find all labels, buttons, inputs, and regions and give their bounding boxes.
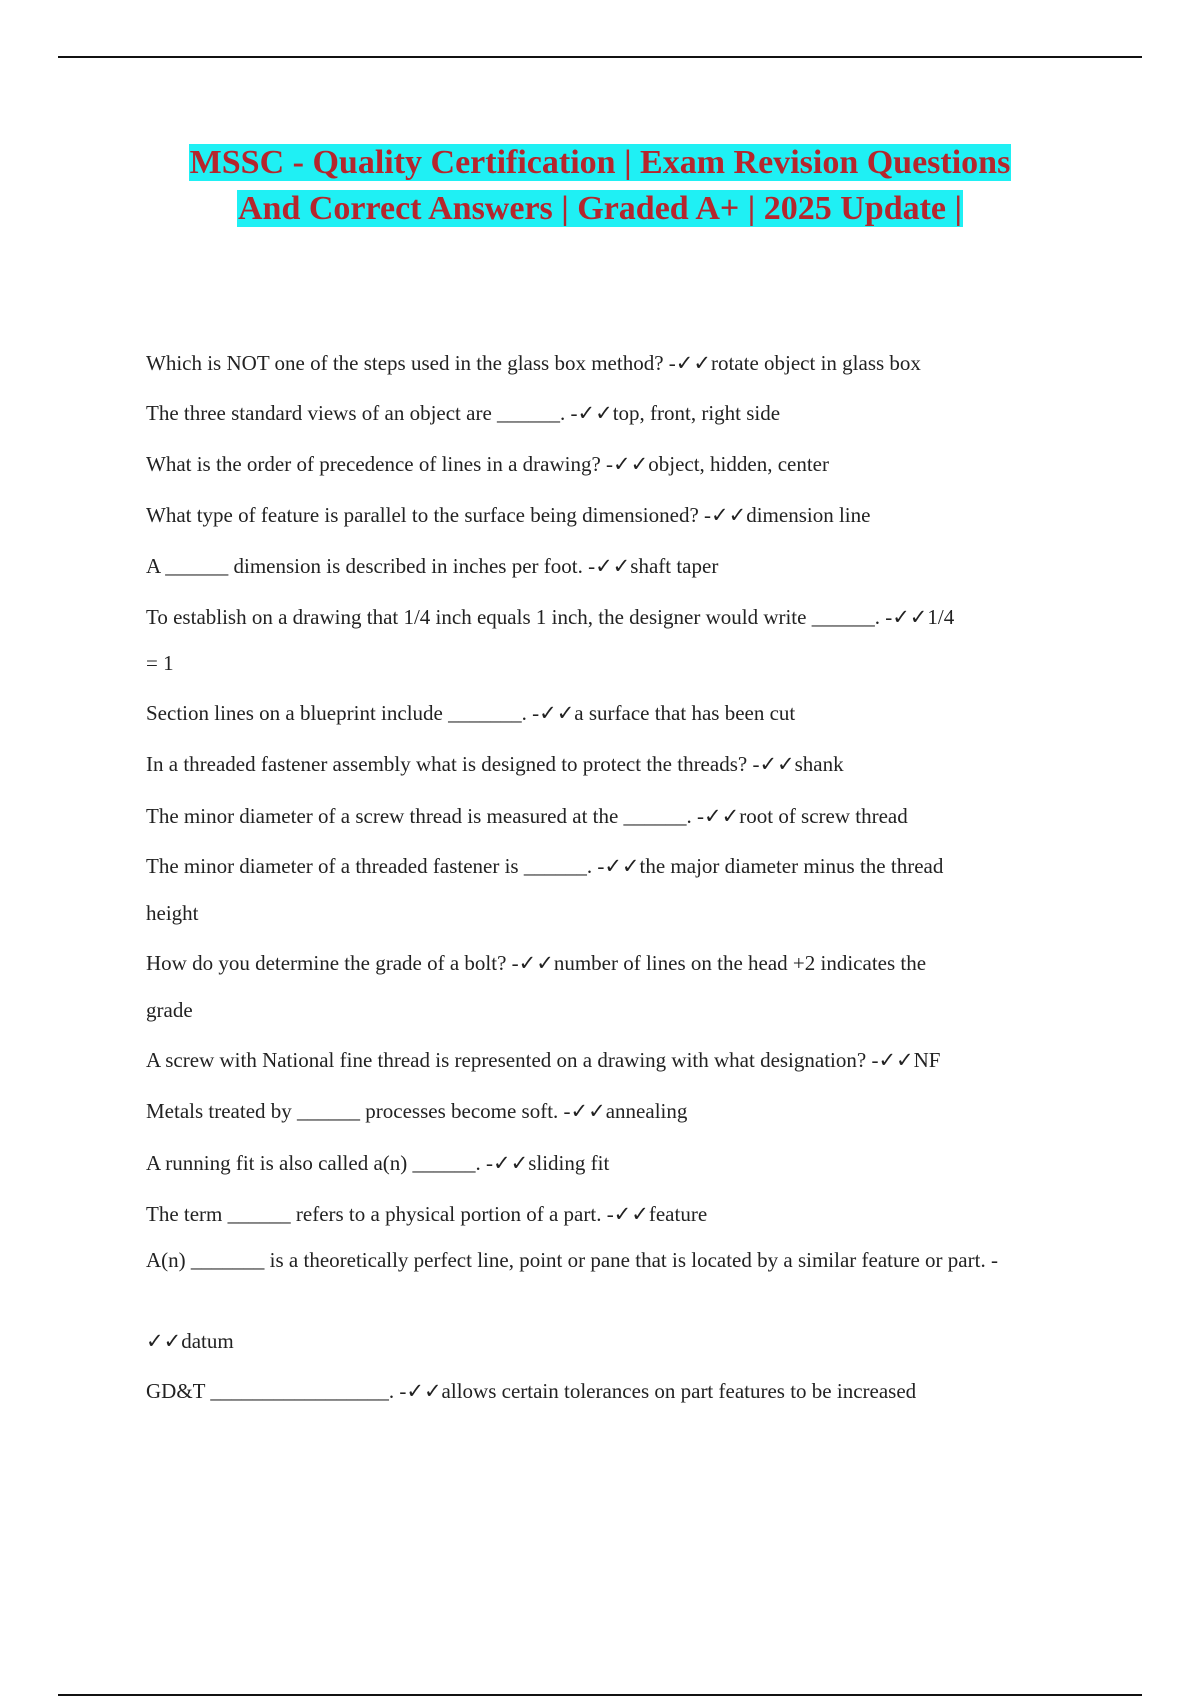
qa-item-6: To establish on a drawing that 1/4 inch equals 1 inch, the designer would write ______. -✓✓1/4 — [146, 605, 955, 629]
qa-item-1: Which is NOT one of the steps used in the glass box method? -✓✓rotate object in glass box — [146, 351, 921, 375]
qa-item-14: A running fit is also called a(n) ______. -✓✓sliding fit — [146, 1151, 610, 1175]
document-title — [80, 140, 1120, 232]
qa-item-2: The three standard views of an object are ______. -✓✓top, front, right side — [146, 401, 781, 425]
qa-item-10-cont: height — [146, 901, 199, 925]
qa-item-4: What type of feature is parallel to the surface being dimensioned? -✓✓dimension line — [146, 503, 871, 527]
qa-item-17: GD&T _________________. -✓✓allows certain tolerances on part features to be increased — [146, 1379, 917, 1403]
qa-item-5: A ______ dimension is described in inches per foot. -✓✓shaft taper — [146, 554, 719, 578]
qa-item-13: Metals treated by ______ processes become soft. -✓✓annealing — [146, 1099, 688, 1123]
qa-item-11-cont: grade — [146, 998, 193, 1022]
title-line-2: And Correct Answers | Graded A+ | 2025 Update | — [237, 190, 963, 227]
footer-rule — [58, 1694, 1142, 1696]
title-line-1: MSSC - Quality Certification | Exam Revision Questions — [189, 144, 1011, 181]
qa-item-12: A screw with National fine thread is represented on a drawing with what designation? -✓✓NF — [146, 1048, 941, 1072]
header-rule — [58, 56, 1142, 58]
qa-item-15: The term ______ refers to a physical portion of a part. -✓✓feature — [146, 1202, 708, 1226]
qa-item-16-cont: ✓✓datum — [146, 1329, 234, 1353]
qa-item-3: What is the order of precedence of lines in a drawing? -✓✓object, hidden, center — [146, 452, 829, 476]
qa-item-16: A(n) _______ is a theoretically perfect line, point or pane that is located by a similar feature or part. - — [146, 1248, 998, 1272]
qa-item-10: The minor diameter of a threaded fastener is ______. -✓✓the major diameter minus the thread — [146, 854, 944, 878]
qa-item-7: Section lines on a blueprint include _______. -✓✓a surface that has been cut — [146, 701, 796, 725]
qa-item-8: In a threaded fastener assembly what is designed to protect the threads? -✓✓shank — [146, 752, 844, 776]
qa-item-6-cont: = 1 — [146, 651, 174, 675]
qa-item-11: How do you determine the grade of a bolt? -✓✓number of lines on the head +2 indicates the — [146, 951, 927, 975]
qa-item-9: The minor diameter of a screw thread is measured at the ______. -✓✓root of screw thread — [146, 804, 908, 828]
